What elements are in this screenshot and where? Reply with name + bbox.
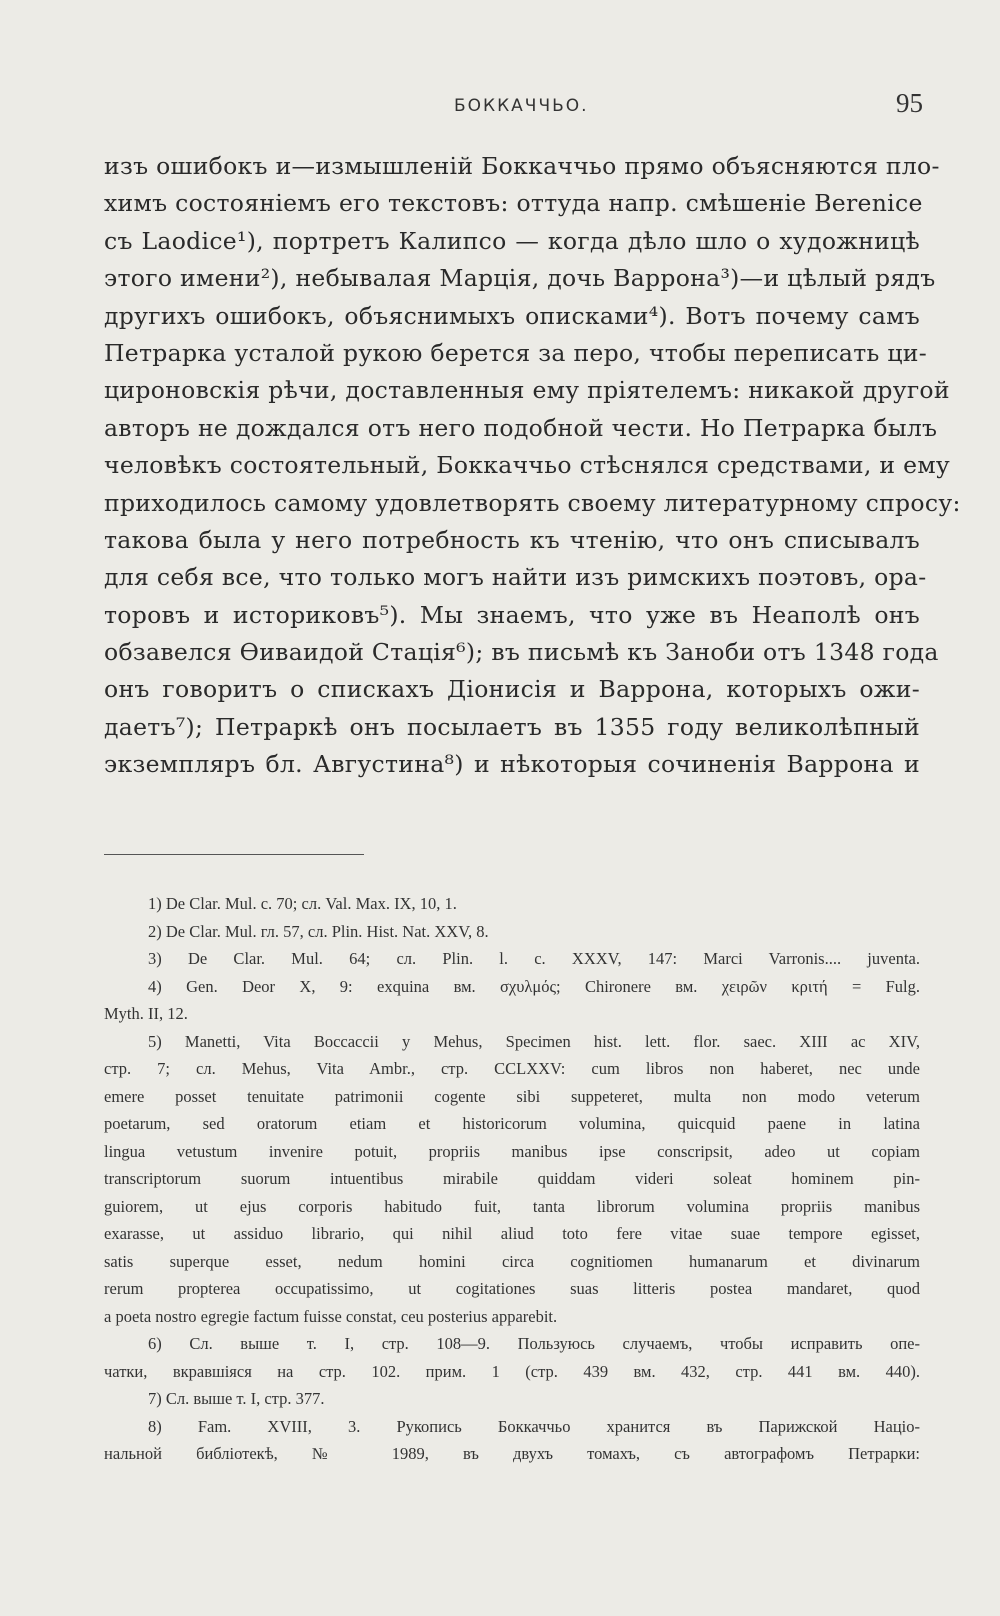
footnote-line: 1) De Clar. Mul. c. 70; сл. Val. Max. IX, 10, 1. — [148, 894, 457, 913]
text-line: обзавелся Ѳиваидой Стація⁶); въ письмѣ къ Заноби отъ 1348 года — [104, 638, 939, 667]
running-title: БОККАЧЧЬО. — [454, 96, 589, 116]
footnote-line: guiorem, ut ejus corporis habitudo fuit, tanta librorum volumina propriis manibus — [104, 1196, 920, 1216]
footnote-line: satis superque esset, nedum homini circa cognitiomen humanarum et divinarum — [104, 1251, 920, 1271]
footnote-line: Myth. II, 12. — [104, 1004, 188, 1023]
text-line: съ Laodice¹), портретъ Калипсо — когда дѣло шло о художницѣ — [104, 226, 920, 255]
text-line: такова была у него потребность къ чтенію, что онъ списывалъ — [104, 525, 920, 554]
text-line: химъ состояніемъ его текстовъ: оттуда напр. смѣшеніе Berenice — [104, 189, 923, 218]
page-number: 95 — [896, 88, 923, 118]
text-line: другихъ ошибокъ, объяснимыхъ описками⁴). Вотъ почему самъ — [104, 301, 920, 330]
page-header — [0, 88, 1000, 128]
text-line: торовъ и историковъ⁵). Мы знаемъ, что уже въ Неаполѣ онъ — [104, 600, 920, 629]
footnote-line: 3) De Clar. Mul. 64; сл. Plin. l. c. XXXV, 147: Marci Varronis.... juventa. — [148, 949, 920, 968]
footnote-line: exarasse, ut assiduo librario, qui nihil aliud toto fere vitae suae tempore egisset, — [104, 1224, 920, 1243]
text-line: приходилось самому удовлетворять своему литературному спросу: — [104, 488, 961, 517]
footnote-line: 6) Сл. выше т. I, стр. 108—9. Пользуюсь случаемъ, чтобы исправить опе- — [148, 1334, 920, 1353]
footnote-line: нальной библіотекѣ, № 1989, въ двухъ томахъ, съ автографомъ Петрарки: — [104, 1444, 920, 1463]
footnote-line: 7) Сл. выше т. I, стр. 377. — [148, 1389, 325, 1408]
footnote-line: emere posset tenuitate patrimonii cogente sibi suppeteret, multa non modo veterum — [104, 1086, 920, 1106]
text-line: Петрарка усталой рукою берется за перо, чтобы переписать ци- — [104, 338, 927, 367]
footnote-line: a poeta nostro egregie factum fuisse constat, ceu posterius apparebit. — [104, 1306, 558, 1326]
footnote-line: 5) Manetti, Vita Boccaccii у Mehus, Specimen hist. lett. flor. saec. XIII ac XIV, — [148, 1031, 920, 1051]
footnotes — [104, 890, 920, 1468]
footnote-line: lingua vetustum invenire potuit, propriis manibus ipse conscripsit, adeo ut copiam — [104, 1141, 920, 1161]
text-line: даетъ⁷); Петраркѣ онъ посылаетъ въ 1355 году великолѣпный — [104, 712, 920, 741]
text-line: человѣкъ состоятельный, Боккаччьо стѣснялся средствами, и ему — [104, 451, 951, 480]
main-text — [104, 148, 961, 784]
text-line: изъ ошибокъ и—измышленій Боккаччьо прямо объясняются пло- — [104, 152, 940, 180]
text-line: этого имени²), небывалая Марція, дочь Варрона³)—и цѣлый рядъ — [104, 264, 936, 293]
footnote-line: 4) Gen. Deor X, 9: exquina вм. σχυλμός; Chironere вм. χειρῶν κριτή = Fulg. — [148, 976, 920, 996]
footnote-line: 8) Fam. XVIII, 3. Рукопись Боккаччьо хранится въ Парижской Націо- — [148, 1416, 920, 1436]
footnote-line: чатки, вкравшіяся на стр. 102. прим. 1 (стр. 439 вм. 432, стр. 441 вм. 440). — [104, 1361, 920, 1381]
text-line: авторъ не дождался отъ него подобной чести. Но Петрарка былъ — [104, 413, 938, 442]
text-line: экземпляръ бл. Августина⁸) и нѣкоторыя сочиненія Варрона и — [104, 750, 920, 779]
text-line: онъ говоритъ о спискахъ Діонисія и Варрона, которыхъ ожи- — [104, 675, 920, 704]
text-line: цироновскія рѣчи, доставленныя ему пріятелемъ: никакой другой — [104, 376, 950, 405]
footnote-line: стр. 7; сл. Mehus, Vita Ambr., стр. CCLXXV: cum libros non haberet, nec unde — [104, 1059, 920, 1078]
footnote-line: poetarum, sed oratorum etiam et historicorum volumina, quicquid paene in latina — [104, 1114, 920, 1133]
text-line: для себя все, что только могъ найти изъ римскихъ поэтовъ, ора- — [104, 563, 927, 592]
footnote-divider — [104, 854, 364, 855]
footnote-line: 2) De Clar. Mul. гл. 57, сл. Plin. Hist. Nat. XXV, 8. — [148, 921, 489, 941]
footnote-line: transcriptorum suorum intuentibus mirabile quiddam videri soleat hominem pin- — [104, 1169, 920, 1188]
footnote-line: rerum propterea occupatissimo, ut cogitationes suas litteris postea mandaret, quod — [104, 1279, 920, 1298]
